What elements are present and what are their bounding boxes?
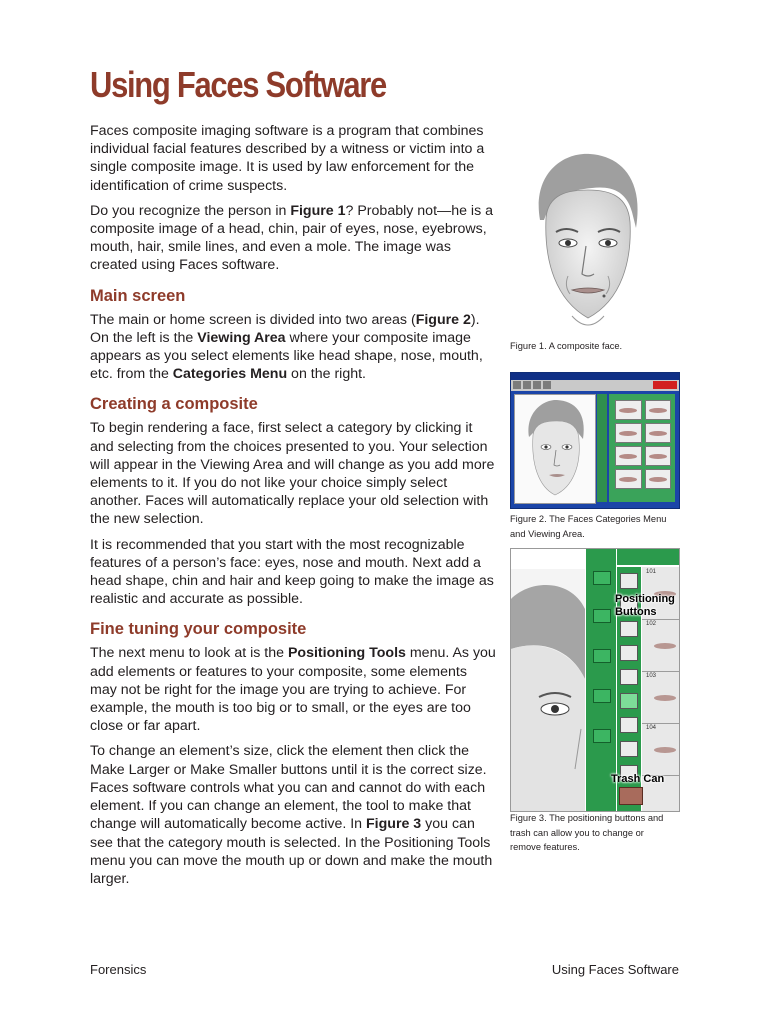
main-column [90, 122, 496, 895]
section-heading-creating: Creating a composite [90, 395, 258, 414]
make-smaller-icon[interactable] [593, 649, 611, 663]
figure-1-caption: Figure 1. A composite face. [510, 341, 623, 351]
main-screen-paragraph: The main or home screen is divided into two areas (Figure 2). On the left is the Viewing Area where your composite image appears as you select elements like head shape, nose, mouth, etc. from the Categories Menu on the right. [90, 311, 483, 383]
mouth-category-icon[interactable] [620, 693, 638, 709]
creating-paragraph-2: It is recommended that you start with the most recognizable features of a person’s face: eyes, nose and mouth. Next add a head shape, chin and hair and keep going to make the image as realistic and accurate as possible. [90, 536, 494, 608]
make-larger-icon[interactable] [593, 609, 611, 623]
mouth-choice-thumbnail[interactable] [615, 446, 642, 466]
eyes-category-icon[interactable] [620, 645, 638, 661]
trash-can-icon[interactable] [619, 787, 643, 805]
move-icon[interactable] [593, 571, 611, 585]
head-category-icon[interactable] [620, 573, 638, 589]
mouth-choice-thumbnail[interactable] [645, 469, 672, 489]
rotate-icon[interactable] [593, 689, 611, 703]
nose-category-icon[interactable] [620, 669, 638, 685]
creating-paragraph-1: To begin rendering a face, first select a category by clicking it and selecting from the choices presented to you. Your selection will appear in the Viewing Area and will change as you add more elements to it. If you do not like your choice simply select another. Faces will automatically replace your old selection with the new selection. [90, 420, 495, 528]
app-logo [653, 381, 677, 389]
mouth-choice-thumbnail[interactable] [645, 423, 672, 443]
composite-face-image [522, 150, 652, 336]
slider-icon[interactable] [593, 729, 611, 743]
figure-2-caption: Figure 2. The Faces Categories Menu and Viewing Area. [510, 514, 667, 539]
toolbar-icon [513, 381, 521, 389]
lips-category-icon[interactable] [620, 717, 638, 733]
viewing-area-closeup [511, 569, 585, 811]
section-heading-fine-tuning: Fine tuning your composite [90, 620, 307, 639]
eyebrows-category-icon[interactable] [620, 621, 638, 637]
fine-tuning-paragraph-2: To change an element’s size, click the element then click the Make Larger or Make Smaller buttons until it is the correct size. Faces software controls what you can and cannot do with each element. If you can change an element, the tool to make that change will automatically become active. In Figure 3 you can see that the category mouth is selected. In the Positioning Tools menu you can move the mouth up or down and make the mouth larger. [90, 743, 493, 887]
positioning-buttons-label: Positioning Buttons [615, 593, 675, 618]
trash-can-label: Trash Can [611, 773, 665, 785]
mouth-choice-thumbnail[interactable] [645, 446, 672, 466]
mouth-choice[interactable]: 103 [642, 671, 679, 724]
fine-tuning-paragraph-1: The next menu to look at is the Positioning Tools menu. As you add elements or features to your composite, some elements may not be right for the image you are trying to achieve. For example, the mouth is too big or to small, or the eyes are too close or far apart. [90, 645, 496, 735]
mouth-choice[interactable]: 101 [642, 567, 679, 620]
toolbar-icon [543, 381, 551, 389]
viewing-area [514, 394, 596, 504]
faces-main-screen-screenshot [510, 372, 680, 509]
composite-face-thumbnail [515, 395, 595, 503]
mouth-choice-thumbnail[interactable] [615, 400, 642, 420]
mouth-choice[interactable]: 104 [642, 723, 679, 776]
mouth-choice-thumbnail[interactable] [615, 469, 642, 489]
mouth-choice-thumbnail[interactable] [645, 400, 672, 420]
section-heading-main-screen: Main screen [90, 286, 186, 305]
positioning-buttons-screenshot [510, 548, 680, 812]
footer-left: Forensics [90, 962, 147, 977]
footer-right: Using Faces Software [551, 962, 679, 977]
composite-face-closeup [511, 569, 585, 811]
mouth-choice-thumbnail[interactable] [615, 423, 642, 443]
category-choices-grid [615, 400, 671, 489]
chin-category-icon[interactable] [620, 741, 638, 757]
figure-3-caption: Figure 3. The positioning buttons and trash can allow you to change or remove features. [510, 813, 664, 852]
mouth-choice[interactable]: 102 [642, 619, 679, 672]
toolbar [511, 380, 679, 391]
window-titlebar [511, 373, 679, 380]
intro-paragraph-1: Faces composite imaging software is a program that combines individual facial features described by a witness or victim into a single composite image. It is used by law enforcement for the identification of crime suspects. [90, 123, 485, 194]
toolbar-icon [523, 381, 531, 389]
positioning-tools-strip [597, 394, 607, 502]
positioning-tools-strip [586, 549, 616, 811]
intro-paragraph-2: Do you recognize the person in Figure 1? Probably not—he is a composite image of a head, chin, pair of eyes, nose, eyebrows, mouth, hair, smile lines, and even a mole. The image was created using Faces software. [90, 202, 493, 274]
category-header [617, 549, 679, 565]
toolbar-icon [533, 381, 541, 389]
page-title: Using Faces Software [90, 64, 386, 105]
